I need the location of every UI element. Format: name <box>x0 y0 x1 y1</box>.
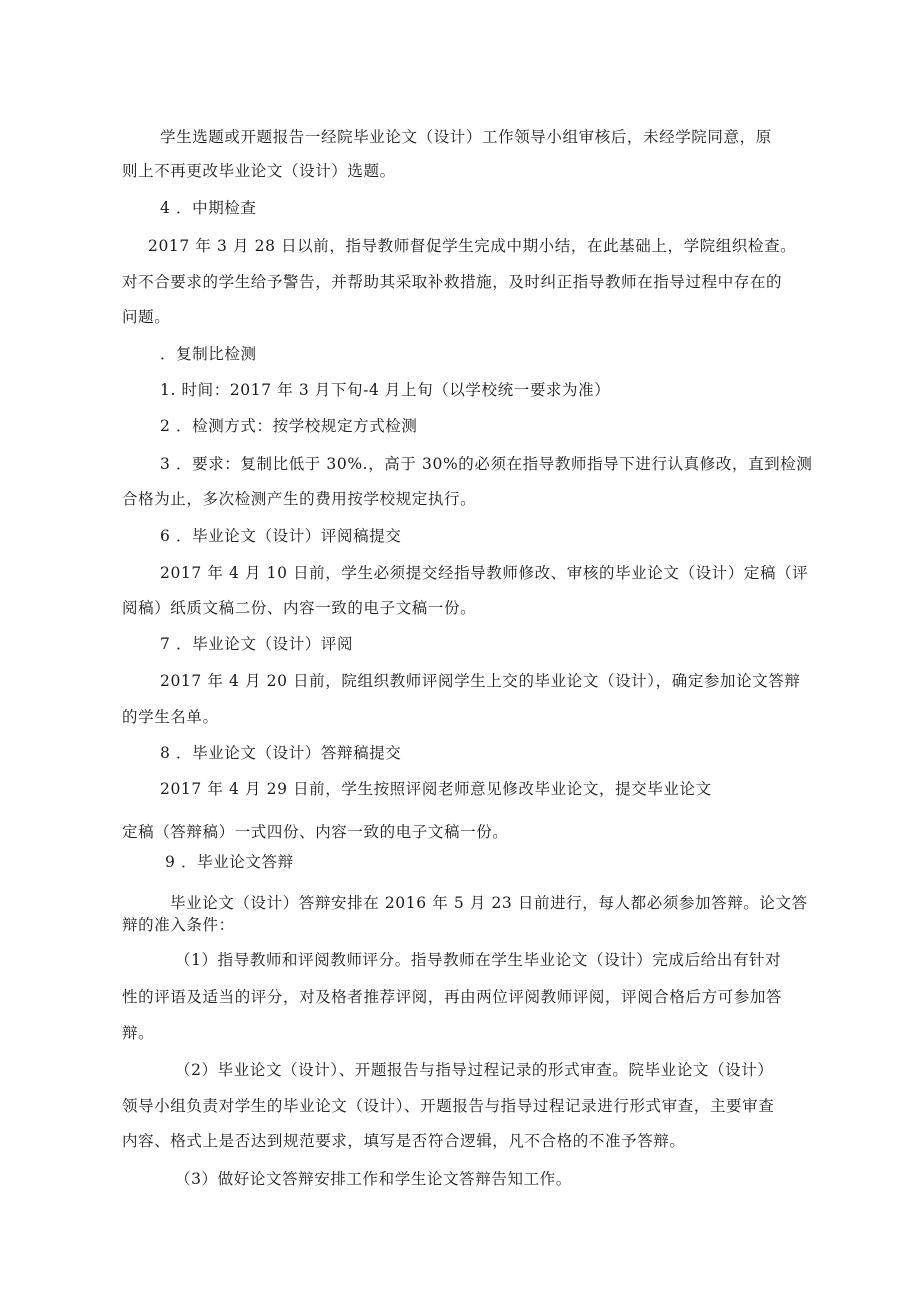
paragraph-line: 领导小组负责对学生的毕业论文（设计）、开题报告与指导过程记录进行形式审查，主要审查 <box>122 1097 775 1115</box>
paragraph-line: 内容、格式上是否达到规范要求，填写是否符合逻辑，凡不合格的不准予答辩。 <box>122 1132 686 1150</box>
paragraph-line: 2017 年 4 月 29 日前，学生按照评阅老师意见修改毕业论文，提交毕业论文 <box>160 780 712 798</box>
paragraph-line: 学生选题或开题报告一经院毕业论文（设计）工作领导小组审核后，未经学院同意，原 <box>160 128 772 146</box>
paragraph-line: 的学生名单。 <box>122 708 219 726</box>
paragraph-line: 定稿（答辩稿）一式四份、内容一致的电子文稿一份。 <box>122 823 509 841</box>
list-item: 2 ．检测方式：按学校规定方式检测 <box>160 417 418 435</box>
section-heading: 8 ．毕业论文（设计）答辩稿提交 <box>160 744 402 762</box>
section-heading: 9 ．毕业论文答辩 <box>165 853 294 871</box>
paragraph-line: 辩的准入条件： <box>122 916 235 934</box>
section-heading: 4 ．中期检查 <box>160 199 257 217</box>
paragraph-line: 阅稿）纸质文稿二份、内容一致的电子文稿一份。 <box>122 599 477 617</box>
paragraph-line: 毕业论文（设计）答辩安排在 2016 年 5 月 23 日前进行，每人都必须参加答辩。论文答 <box>170 894 808 912</box>
paragraph-line: （3）做好论文答辩安排工作和学生论文答辩告知工作。 <box>175 1170 572 1188</box>
paragraph-line: （1）指导教师和评阅教师评分。指导教师在学生毕业论文（设计）完成后给出有针对 <box>175 951 782 969</box>
list-item: 3 ．要求：复制比低于 30%.，高于 30%的必须在指导教师指导下进行认真修改，直到检测 <box>160 455 813 473</box>
paragraph-line: （2）毕业论文（设计）、开题报告与指导过程记录的形式审查。院毕业论文（设计） <box>175 1061 774 1079</box>
section-heading: 6 ．毕业论文（设计）评阅稿提交 <box>160 527 402 545</box>
paragraph-line: 则上不再更改毕业论文（设计）选题。 <box>122 162 396 180</box>
paragraph-line: 2017 年 4 月 20 日前，院组织教师评阅学生上交的毕业论文（设计），确定参加论文答辩 <box>160 672 801 690</box>
paragraph-line: 2017 年 3 月 28 日以前，指导教师督促学生完成中期小结，在此基础上，学院组织检查。 <box>148 237 797 255</box>
paragraph-line: 2017 年 4 月 10 日前，学生必须提交经指导教师修改、审核的毕业论文（设计）定稿（评 <box>160 564 809 582</box>
paragraph-line: 问题。 <box>122 308 171 326</box>
paragraph-line: 对不合要求的学生给予警告，并帮助其采取补救措施，及时纠正指导教师在指导过程中存在的 <box>122 273 783 291</box>
paragraph-line: 合格为止，多次检测产生的费用按学校规定执行。 <box>122 490 477 508</box>
paragraph-line: 辩。 <box>122 1024 155 1042</box>
list-item: 1. 时间：2017 年 3 月下旬-4 月上旬（以学校统一要求为准） <box>160 381 611 399</box>
paragraph-line: 性的评语及适当的评分，对及格者推荐评阅，再由两位评阅教师评阅，评阅合格后方可参加答 <box>122 988 783 1006</box>
section-heading: ．复制比检测 <box>160 345 257 363</box>
section-heading: 7 ．毕业论文（设计）评阅 <box>160 635 354 653</box>
